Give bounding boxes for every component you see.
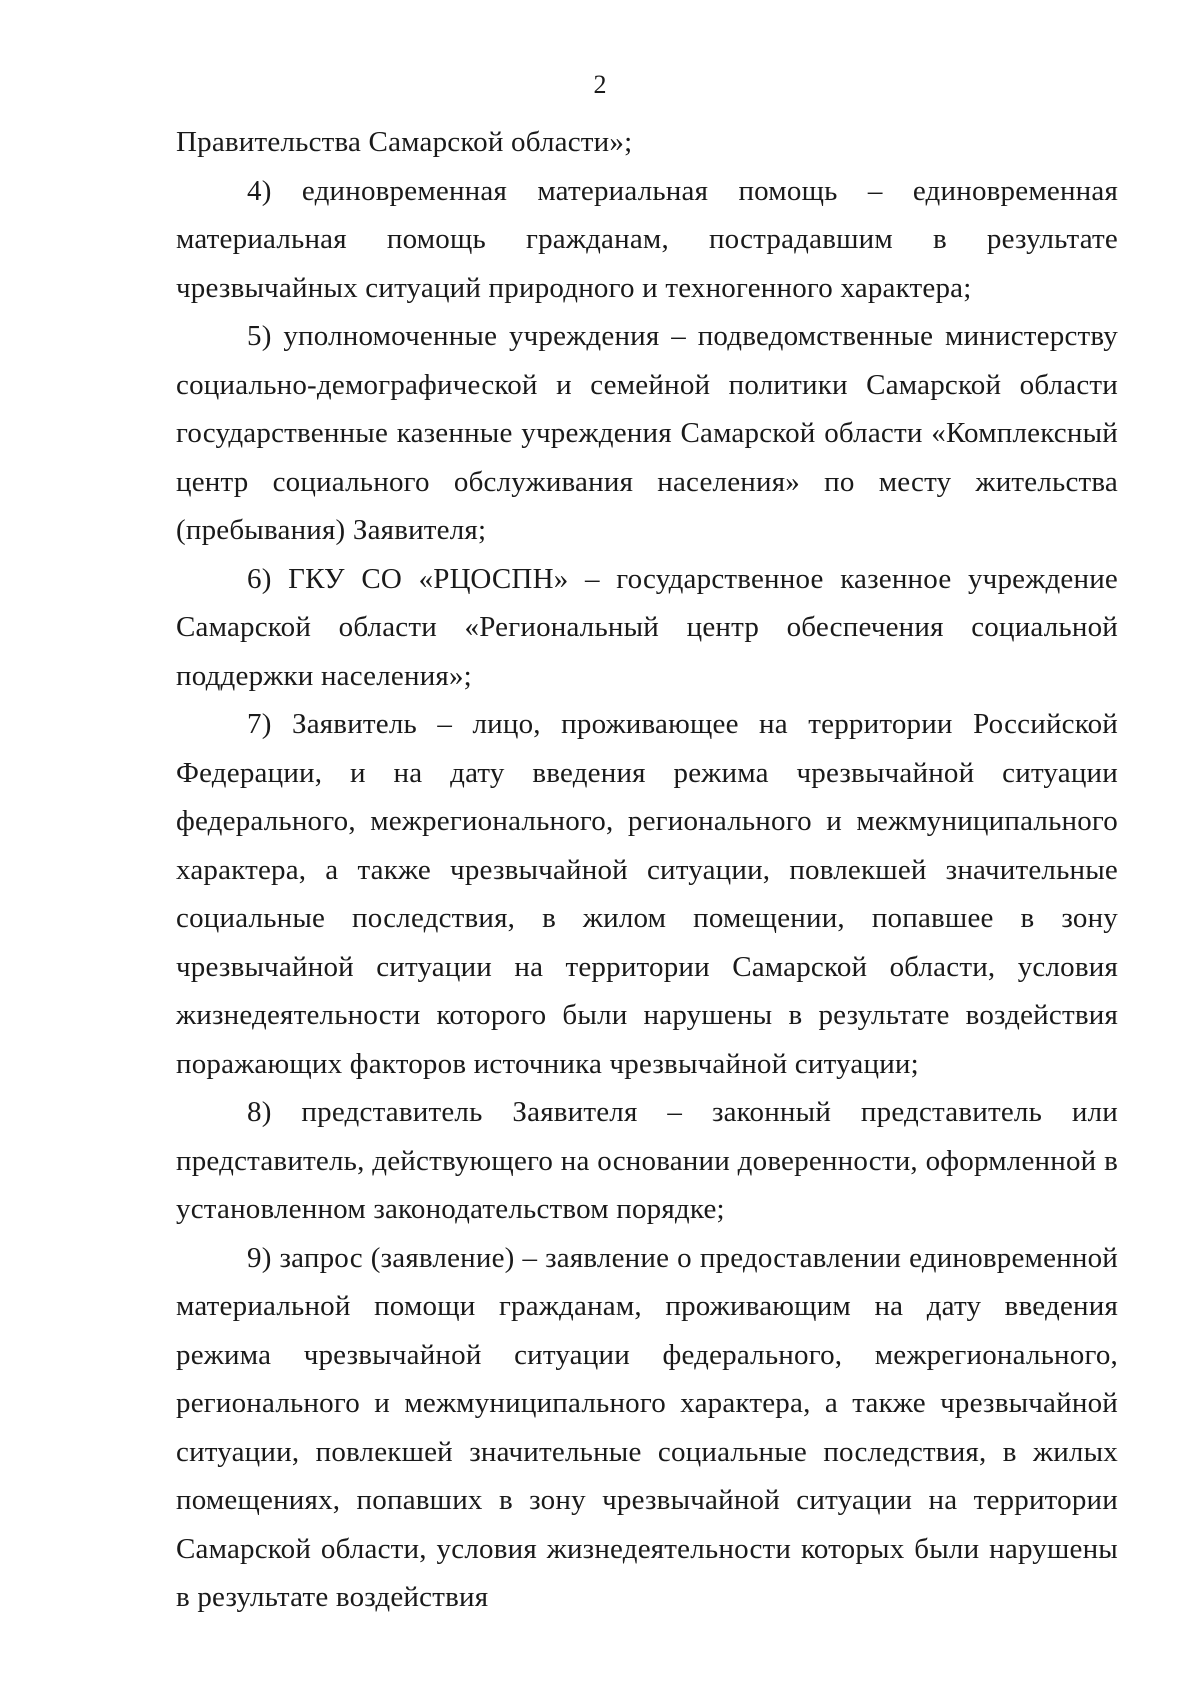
paragraph-item-5: 5) уполномоченные учреждения – подведомственные министерству социально-демографической и семейной политики Самарской области государственные казенные учреждения Самарской области «Комплексный центр социального обслуживания населения» по месту жительства (пребывания) Заявителя; [176,320,1118,546]
paragraph-item-7: 7) Заявитель – лицо, проживающее на территории Российской Федерации, и на дату введения режима чрезвычайной ситуации федерального, межрегионального, регионального и межмуниципального характера, а также чрезвычайной ситуации, повлекшей значительные социальные последствия, в жилом помещении, попавшее в зону чрезвычайной ситуации на территории Самарской области, условия жизнедеятельности которого были нарушены в результате воздействия поражающих факторов источника чрезвычайной ситуации; [176,708,1118,1080]
paragraph-item-6: 6) ГКУ СО «РЦОСПН» – государственное казенное учреждение Самарской области «Региональный центр обеспечения социальной поддержки населения»; [176,562,1118,692]
page-number: 2 [593,70,607,99]
paragraph-item-9: 9) запрос (заявление) – заявление о предоставлении единовременной материальной помощи гражданам, проживающим на дату введения режима чрезвычайной ситуации федерального, межрегионального, регионального и межмуниципального характера, а также чрезвычайной ситуации, повлекшей значительные социальные последствия, в жилых помещениях, попавших в зону чрезвычайной ситуации на территории Самарской области, условия жизнедеятельности которых были нарушены в результате воздействия [176,1241,1118,1613]
paragraph-continuation: Правительства Самарской области»; [176,126,633,158]
paragraph-item-8: 8) представитель Заявителя – законный представитель или представитель, действующего на основании доверенности, оформленной в установленном законодательством порядке; [176,1096,1118,1225]
paragraph-item-4: 4) единовременная материальная помощь – единовременная материальная помощь гражданам, пострадавшим в результате чрезвычайных ситуаций природного и техногенного характера; [176,174,1118,304]
document-body [176,118,1118,1622]
